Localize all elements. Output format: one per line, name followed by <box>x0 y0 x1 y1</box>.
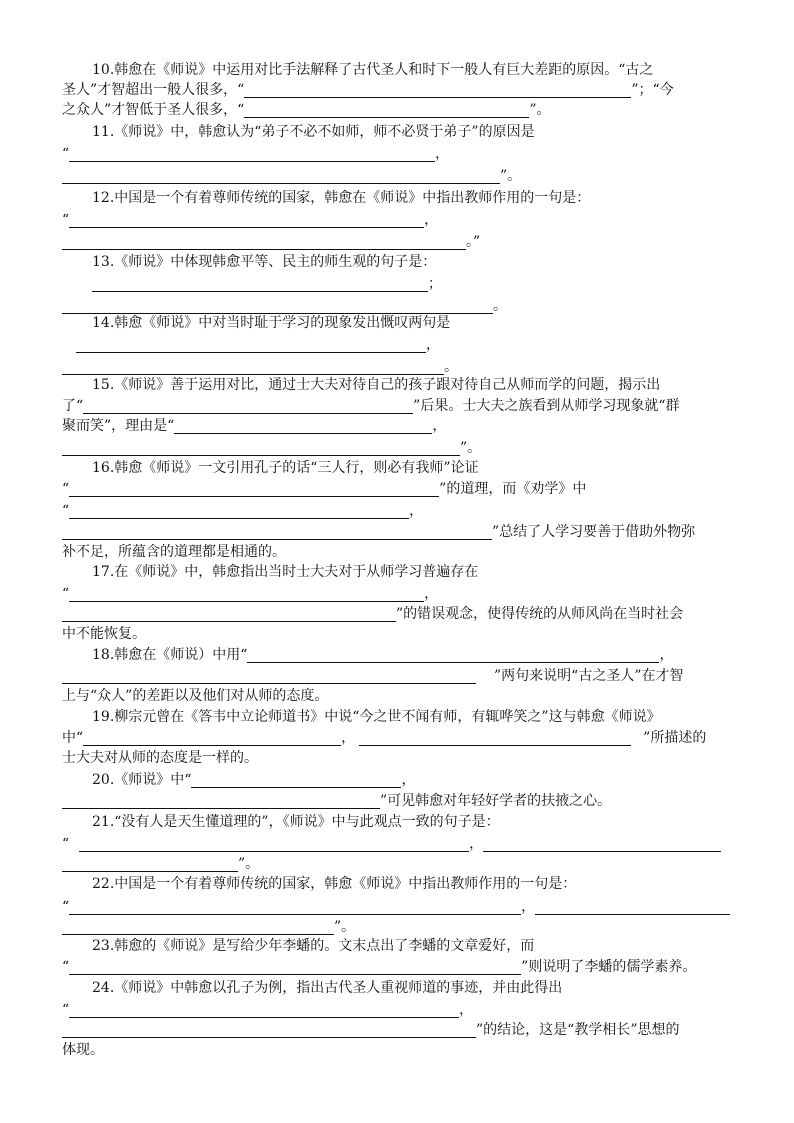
question-11-line-2: “ ， <box>62 146 450 162</box>
answer-blank[interactable] <box>359 728 631 746</box>
question-21-line-2: “ ， <box>62 834 721 854</box>
answer-blank[interactable] <box>174 416 432 434</box>
answer-blank[interactable] <box>62 666 476 684</box>
question-20-line-2: ”可见韩愈对年轻好学者的扶掖之心。 <box>62 791 611 811</box>
answer-blank[interactable] <box>62 166 500 184</box>
answer-blank[interactable] <box>535 897 730 915</box>
answer-blank[interactable] <box>76 335 426 353</box>
question-10-line-3: 之众人”才智低于圣人很多，“ ”。 <box>62 102 551 118</box>
question-13-line-1: 13.《师说》中体现韩愈平等、民主的师生观的句子是： <box>92 254 437 270</box>
answer-blank[interactable] <box>62 357 444 375</box>
answer-blank[interactable] <box>62 604 396 622</box>
question-20-line-1: 20.《师说》中“ ， <box>92 772 416 788</box>
question-10-line-1: 10.韩愈在《师说》中运用对比手法解释了古代圣人和时下一般人有巨大差距的原因。“古之 <box>92 62 654 78</box>
answer-blank[interactable] <box>62 917 334 935</box>
answer-blank[interactable] <box>69 501 409 519</box>
answer-blank[interactable] <box>69 897 521 915</box>
answer-blank[interactable] <box>244 100 529 118</box>
answer-blank[interactable] <box>69 584 424 602</box>
answer-blank[interactable] <box>79 834 469 852</box>
answer-blank[interactable] <box>247 645 659 663</box>
question-24-line-2: “ ， <box>62 1002 474 1018</box>
answer-blank[interactable] <box>62 232 466 250</box>
question-14-line-1: 14.韩愈《师说》中对当时耻于学习的现象发出慨叹两句是 <box>92 315 451 331</box>
question-18-line-2: ”两句来说明“古之圣人”在才智 <box>62 666 683 686</box>
question-16-line-1: 16.韩愈《师说》一文引用孔子的话“三人行，则必有我师”论证 <box>92 460 479 476</box>
question-16-line-4: ”总结了人学习要善于借助外物弥 <box>62 522 695 542</box>
question-21-line-1: 21.“没有人是天生懂道理的”，《师说》中与此观点一致的句子是： <box>92 814 500 830</box>
answer-blank[interactable] <box>62 854 238 872</box>
question-24-line-3: ”的结论，这是“教学相长”思想的 <box>62 1020 679 1040</box>
answer-blank[interactable] <box>483 834 721 852</box>
question-11-line-1: 11.《师说》中，韩愈认为“弟子不必不如师，师不必贤于弟子”的原因是 <box>92 124 535 140</box>
question-12-line-2: “ ， <box>62 212 439 228</box>
question-24-line-4: 体现。 <box>62 1042 104 1058</box>
answer-blank[interactable] <box>69 479 439 497</box>
answer-blank[interactable] <box>244 80 631 98</box>
question-18-line-1: 18.韩愈在《师说）中用“ ， <box>92 647 674 663</box>
answer-blank[interactable] <box>62 1020 476 1038</box>
question-17-line-1: 17.在《师说》中，韩愈指出当时士大夫对于从师学习普遍存在 <box>92 564 479 580</box>
question-19-line-2: 中“ ， ”所描述的 <box>62 730 707 746</box>
question-15-line-4: ”。 <box>62 438 481 458</box>
answer-blank[interactable] <box>62 296 493 314</box>
answer-blank[interactable] <box>62 438 460 456</box>
question-17-line-3: ”的错误观念，使得传统的从师风尚在当时社会 <box>62 604 683 624</box>
question-17-line-4: 中不能恢复。 <box>62 626 146 642</box>
answer-blank[interactable] <box>62 522 492 540</box>
question-18-line-3: 上与“众人”的差距以及他们对从师的态度。 <box>62 688 329 704</box>
question-22-line-1: 22.中国是一个有着尊师传统的国家，韩愈《师说》中指出教师作用的一句是： <box>92 876 577 892</box>
answer-blank[interactable] <box>62 791 380 809</box>
question-13-line-3: 。 <box>62 296 507 316</box>
answer-blank[interactable] <box>83 728 341 746</box>
question-16-line-5: 补不足，所蕴含的道理都是相通的。 <box>62 544 286 560</box>
question-19-line-3: 士大夫对从师的态度是一样的。 <box>62 750 258 766</box>
question-19-line-1: 19.柳宗元曾在《答韦中立论师道书》中说“今之世不闻有师，有辄哗笑之”这与韩愈《师说》 <box>92 709 661 725</box>
question-10-line-2: 圣人”才智超出一般人很多，“ ”；“今 <box>62 82 674 98</box>
question-14-line-3: 。 <box>62 357 458 377</box>
answer-blank[interactable] <box>69 144 435 162</box>
question-22-line-2: “ ， <box>62 897 730 917</box>
question-11-line-3: ”。 <box>62 166 521 186</box>
question-17-line-2: “ ， <box>62 586 439 602</box>
answer-blank[interactable] <box>69 1000 459 1018</box>
question-24-line-1: 24.《师说》中韩愈以孔子为例，指出古代圣人重视师道的事迹，并由此得出 <box>92 980 563 996</box>
answer-blank[interactable] <box>69 957 521 975</box>
answer-blank[interactable] <box>69 210 424 228</box>
answer-blank[interactable] <box>83 396 413 414</box>
question-15-line-2: 了“ ”后果。士大夫之族看到从师学习现象就“群 <box>62 398 680 414</box>
answer-blank[interactable] <box>191 770 401 788</box>
question-15-line-1: 15.《师说》善于运用对比，通过士大夫对待自己的孩子跟对待自己从师而学的问题，揭示出 <box>92 377 661 393</box>
question-12-line-1: 12.中国是一个有着尊师传统的国家，韩愈在《师说》中指出教师作用的一句是： <box>92 190 591 206</box>
question-16-line-2: “ ”的道理，而《劝学》中 <box>62 481 587 497</box>
question-22-line-3: ”。 <box>62 917 355 937</box>
answer-blank[interactable] <box>92 274 428 292</box>
question-14-line-2: ， <box>76 335 440 355</box>
question-23-line-2: “ ”则说明了李蟠的儒学素养。 <box>62 959 697 975</box>
question-13-line-2: ； <box>92 274 442 294</box>
question-12-line-3: 。” <box>62 232 480 252</box>
question-16-line-3: “ ， <box>62 503 424 519</box>
question-23-line-1: 23.韩愈的《师说》是写给少年李蟠的。文末点出了李蟠的文章爱好，而 <box>92 938 535 954</box>
question-21-line-3: ”。 <box>62 854 259 874</box>
question-15-line-3: 聚而笑”，理由是“ ， <box>62 418 447 434</box>
